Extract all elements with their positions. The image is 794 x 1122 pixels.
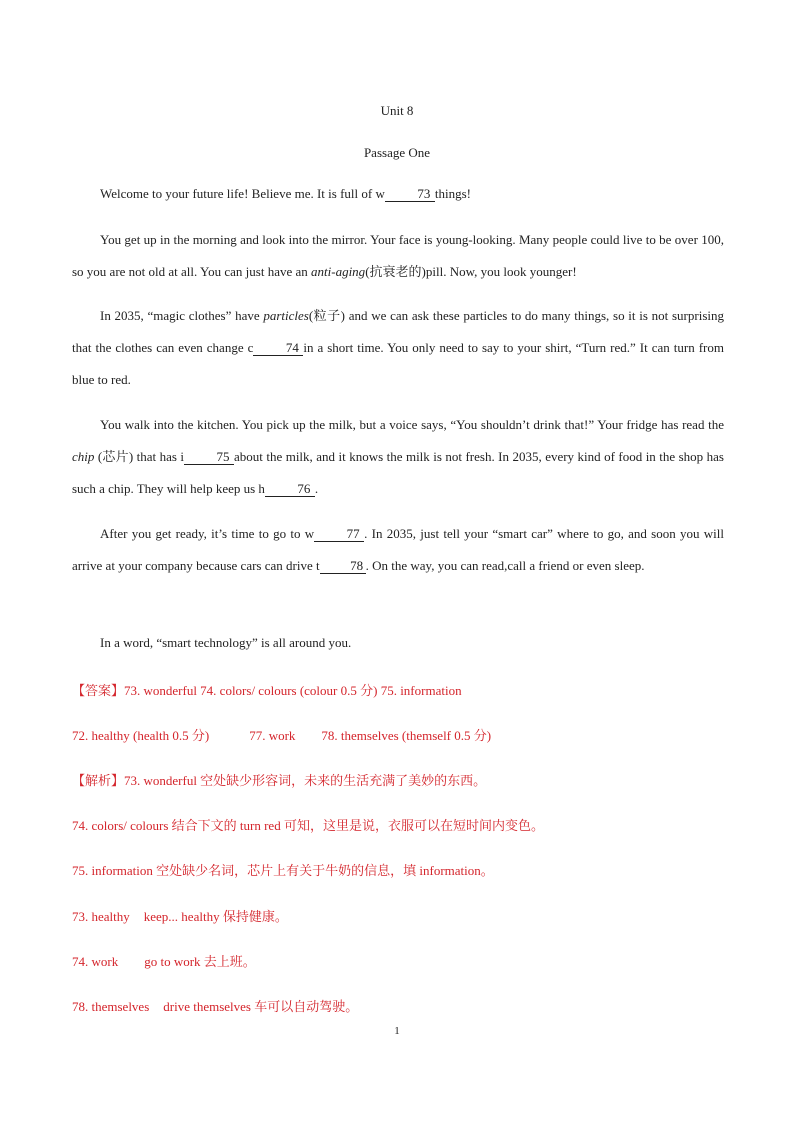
blank-78: 78 bbox=[320, 558, 366, 574]
analysis-line-3: 75. information 空处缺少名词，芯片上有关于牛奶的信息，填 information。 bbox=[72, 863, 494, 878]
paragraph-3: In 2035, “magic clothes” have particles(粒子) and we can ask these particles to do many things, so it is not surprising that the clothes can even change c 74 in a short time. You only need to say to your shirt, “Turn red.” It can turn from blue to red. bbox=[72, 308, 724, 387]
term-anti-aging: anti-aging bbox=[311, 264, 366, 279]
paragraph-1: Welcome to your future life! Believe me. It is full of w 73 things! bbox=[100, 186, 471, 201]
answer-key-line-1: 【答案】73. wonderful 74. colors/ colours (colour 0.5 分) 75. information bbox=[72, 683, 462, 698]
paragraph-5: After you get ready, it’s time to go to w 77 . In 2035, just tell your “smart car” where to go, and soon you will arrive at your company because cars can drive t 78 . On the way, you can read,call a friend or even sleep. bbox=[72, 526, 724, 573]
gloss: (芯片) bbox=[94, 449, 134, 464]
blank-76: 76 bbox=[265, 481, 315, 497]
page-number: 1 bbox=[394, 1025, 400, 1037]
analysis-line-2: 74. colors/ colours 结合下文的 turn red 可知，这里是说，衣服可以在短时间内变色。 bbox=[72, 818, 544, 833]
gloss: (粒子) bbox=[308, 308, 345, 323]
analysis-line-4: 73. healthy keep... healthy 保持健康。 bbox=[72, 909, 288, 924]
analysis-line-6: 78. themselves drive themselves 车可以自动驾驶。 bbox=[72, 999, 359, 1014]
analysis-line-5: 74. work go to work 去上班。 bbox=[72, 954, 256, 969]
blank-77: 77 bbox=[314, 526, 364, 542]
term-chip: chip bbox=[72, 449, 95, 464]
analysis-line-1: 【解析】73. wonderful 空处缺少形容词，未来的生活充满了美妙的东西。 bbox=[72, 773, 487, 788]
paragraph-2: You get up in the morning and look into the mirror. Your face is young-looking. Many people could live to be over 100, so you are not old at all. You can just have an anti-aging(抗衰老的)pill. Now, you look younger! bbox=[72, 232, 724, 279]
term-particles: particles bbox=[263, 308, 309, 323]
blank-74: 74 bbox=[253, 340, 303, 356]
blank-73: 73 bbox=[385, 186, 435, 202]
paragraph-6: In a word, “smart technology” is all around you. bbox=[100, 635, 352, 650]
answer-key-line-2: 72. healthy (health 0.5 分) 77. work 78. themselves (themself 0.5 分) bbox=[72, 728, 492, 743]
unit-title: Unit 8 bbox=[380, 103, 414, 118]
blank-75: 75 bbox=[184, 449, 234, 465]
gloss: (抗衰老的) bbox=[365, 264, 426, 279]
passage-title: Passage One bbox=[363, 145, 431, 160]
paragraph-4: You walk into the kitchen. You pick up the milk, but a voice says, “You shouldn’t drink that!” Your fridge has read the chip (芯片) that has i 75 about the milk, and it knows the milk is not fresh. In 2035, every kind of food in the shop has such a chip. They will help keep us h 76 . bbox=[72, 417, 724, 496]
